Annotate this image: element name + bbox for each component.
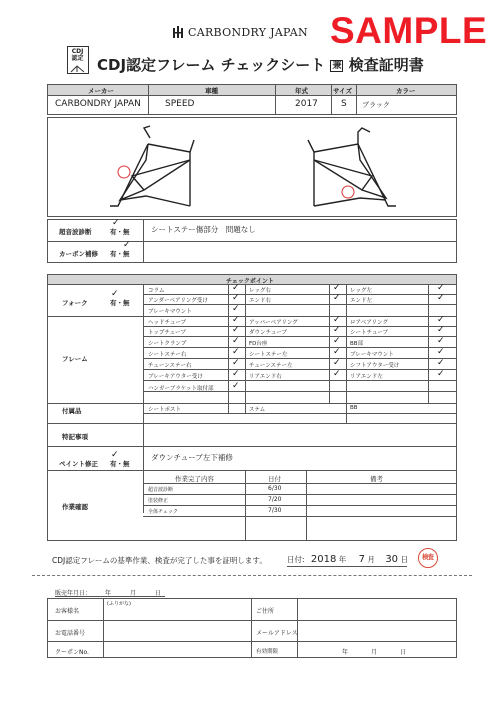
frame-item-check: ✓: [437, 358, 445, 368]
ultrasound-label: 超音波診断: [59, 228, 92, 236]
frame-item: FD台座: [249, 341, 268, 347]
address-label: ご住所: [256, 608, 275, 615]
work-header-remarks: 備考: [370, 475, 383, 483]
certify-text: CDJ認定フレームの基準作業、検査が完了した事を証明します。: [52, 556, 267, 565]
frame-item-check: ✓: [437, 315, 445, 325]
work-item: 超音波診断: [148, 487, 174, 493]
frame-item: チェーンステー左: [249, 363, 293, 369]
work-date: 6/30: [268, 485, 282, 492]
fork-item-check: ✓: [232, 304, 240, 314]
certify-date: 日付: 2018 年 7 月 30 日: [287, 554, 408, 565]
ultrasound-yes-no: 有・無: [110, 228, 130, 236]
sale-date-label: 販売年月日：: [55, 590, 92, 597]
spec-model: SPEED: [165, 99, 195, 109]
work-item: 全体チェック: [148, 509, 178, 515]
frame-item-check: ✓: [333, 369, 341, 379]
inspection-stamp: 検査: [418, 548, 438, 568]
spec-header-model: 車種: [205, 87, 218, 95]
checkpoint-header: チェックポイント: [226, 278, 274, 285]
inspection-marker-left: [118, 166, 130, 178]
fork-item: レッグ左: [350, 288, 372, 294]
fork-item-check: ✓: [437, 293, 445, 303]
paint-yes-no: 有・無: [110, 460, 130, 468]
expiry-label: 有効期限: [256, 649, 279, 655]
customer-name-label: お客様名: [55, 608, 80, 615]
phone-label: お電話番号: [55, 630, 86, 637]
customer-info-table: [47, 598, 457, 658]
frame-item: ダウンチューブ: [249, 330, 288, 336]
frame-item: ブレーキアウター受け: [148, 374, 203, 380]
frame-item: BB部: [350, 341, 364, 347]
paint-label: ペイント修正: [59, 460, 98, 468]
frame-label: フレーム: [62, 355, 88, 363]
work-date: 7/30: [268, 507, 282, 514]
frame-item-check: ✓: [232, 358, 240, 368]
spec-header-size: サイズ: [333, 87, 352, 95]
brand-name: CARBONDRY JAPAN: [188, 26, 308, 39]
spec-size: S: [341, 99, 347, 109]
work-header-date: 日付: [268, 475, 281, 483]
frame-item-check: ✓: [232, 369, 240, 379]
work-date: 7/20: [268, 496, 282, 503]
frame-item: チェーンステー右: [148, 363, 192, 369]
spec-color: ブラック: [362, 101, 390, 109]
frame-item: リアエンド右: [249, 374, 282, 380]
frame-item: トップチューブ: [148, 330, 186, 336]
frame-item-check: ✓: [437, 369, 445, 379]
parts-item: ステム: [249, 407, 266, 413]
fork-item-check: ✓: [333, 283, 341, 293]
title-ken-badge: 兼: [332, 61, 342, 71]
frame-item: シートクランプ: [148, 341, 187, 347]
fork-item-check: ✓: [437, 283, 445, 293]
frame-item-check: ✓: [232, 381, 240, 391]
frame-item: リアエンド左: [350, 374, 383, 380]
frame-item-check: ✓: [232, 347, 240, 357]
fork-item: ブレーキマウント: [148, 309, 192, 315]
frame-item: ハンガーブラケット取付部: [148, 386, 214, 392]
fork-item: レッグ右: [249, 288, 271, 294]
frame-item: アッパーベアリング: [249, 320, 298, 326]
frame-item-check: ✓: [333, 325, 341, 335]
frame-item-check: ✓: [333, 358, 341, 368]
carbon-repair-label: カーボン補修: [59, 250, 98, 258]
email-label: メールアドレス: [256, 630, 298, 637]
spec-year: 2017: [295, 99, 318, 109]
coupon-label: クーポンNo.: [55, 649, 89, 656]
frame-item: シートステー右: [148, 352, 187, 358]
frame-item-check: ✓: [437, 347, 445, 357]
ultrasound-note: シートステー傷部分 問題なし: [151, 225, 256, 234]
fork-item: アンダーベアリング受け: [148, 298, 208, 304]
inspection-marker-right: [342, 186, 354, 198]
fork-item-check: ✓: [232, 293, 240, 303]
work-item: 塗装修正: [148, 498, 169, 504]
frame-left-side-diagram: [102, 120, 212, 210]
cdj-logo-text: CDJ 認定: [71, 48, 84, 62]
ultrasound-check: ✓: [112, 218, 120, 228]
parts-item: シートポスト: [148, 407, 182, 413]
spec-maker: CARBONDRY JAPAN: [55, 99, 141, 109]
frame-item: ヘッドチューブ: [148, 320, 187, 326]
sample-watermark: SAMPLE: [330, 10, 488, 51]
paint-note: ダウンチューブ左下補修: [151, 453, 233, 462]
frame-item: シートチューブ: [350, 330, 389, 336]
fork-item: エンド右: [249, 298, 272, 304]
fork-item-check: ✓: [333, 293, 341, 303]
frame-item-check: ✓: [437, 336, 445, 346]
brand-mark-icon: [172, 26, 186, 38]
frame-item: シフトアウター受け: [350, 363, 400, 369]
paint-check: ✓: [111, 450, 119, 460]
frame-item-check: ✓: [333, 336, 341, 346]
frame-item-check: ✓: [232, 315, 240, 325]
frame-item-check: ✓: [333, 347, 341, 357]
carbon-repair-check: ✓: [123, 240, 131, 250]
fork-label: フォーク: [62, 299, 88, 307]
fork-yes-no: 有・無: [110, 299, 130, 307]
fork-item: コラム: [148, 288, 165, 294]
furigana-label: (ふりがな): [107, 601, 131, 607]
fork-check: ✓: [111, 289, 119, 299]
frame-right-side-diagram: [296, 120, 406, 210]
frame-item: ロアベアリング: [350, 320, 388, 326]
frame-item-check: ✓: [333, 315, 341, 325]
spec-header-year: 年式: [295, 87, 308, 95]
cut-line: [32, 575, 472, 576]
fork-item-check: ✓: [232, 283, 240, 293]
spec-header-color: カラー: [396, 87, 416, 95]
page-title: CDJ認定フレーム チェックシート 兼 検査証明書: [97, 56, 424, 74]
frame-item-check: ✓: [437, 325, 445, 335]
work-header-content: 作業完了内容: [175, 475, 214, 483]
frame-item: シートステー左: [249, 352, 288, 358]
fork-item: エンド左: [350, 298, 373, 304]
frame-item-check: ✓: [232, 325, 240, 335]
frame-item-check: ✓: [232, 336, 240, 346]
carbon-repair-yes-no: 有・無: [110, 250, 130, 258]
notes-label: 特記事項: [62, 433, 88, 441]
frame-item: ブレーキマウント: [350, 352, 394, 358]
spec-header-maker: メーカー: [88, 87, 114, 95]
bike-frame-icon: [69, 65, 87, 73]
parts-item: BB: [350, 405, 358, 411]
parts-label: 付属品: [62, 407, 82, 415]
cdj-logo: [67, 46, 89, 74]
work-label: 作業確認: [62, 503, 88, 511]
